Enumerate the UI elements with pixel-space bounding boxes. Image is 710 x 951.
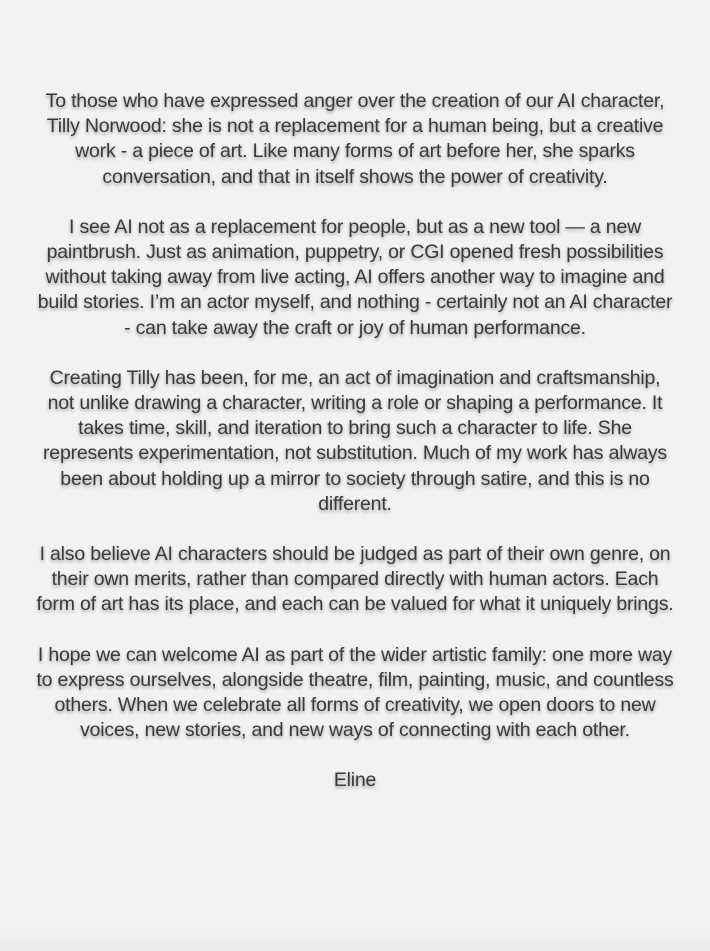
paragraph-2: I see AI not as a replacement for people, but as a new tool — a new paintbrush. Just as animation, puppetry, or CGI opened fresh possibilities without taking away from live acting, AI offers another way to imagine and build stories. I’m an actor myself, and nothing - certainly not an AI character - can take away the craft or joy of human performance.: [37, 215, 673, 339]
paragraph-5: I hope we can welcome AI as part of the wider artistic family: one more way to express ourselves, alongside theatre, film, painting, music, and countless others. When we celebrate all forms of creativity, we open doors to new voices, new stories, and new ways of connecting with each other.: [36, 643, 674, 742]
signature: Eline: [333, 769, 377, 792]
statement-body: [0, 89, 710, 794]
bottom-edge-shade: [0, 931, 710, 951]
paragraph-4: I also believe AI characters should be judged as part of their own genre, on their own merits, rather than compared directly with human actors. Each form of art has its place, and each can be valued for what it uniquely brings.: [36, 543, 674, 616]
paragraph-1: To those who have expressed anger over the creation of our AI character, Tilly Norwood: she is not a replacement for a human being, but a creative work - a piece of art. Like many forms of art before her, she sparks conversation, and that in itself shows the power of creativity.: [45, 90, 665, 188]
paragraph-3: Creating Tilly has been, for me, an act of imagination and craftsmanship, not unlike drawing a character, writing a role or shaping a performance. It takes time, skill, and iteration to bring such a character to life. She represents experimentation, not substitution. Much of my work has always been about holding up a mirror to society through satire, and this is no different.: [43, 366, 667, 515]
